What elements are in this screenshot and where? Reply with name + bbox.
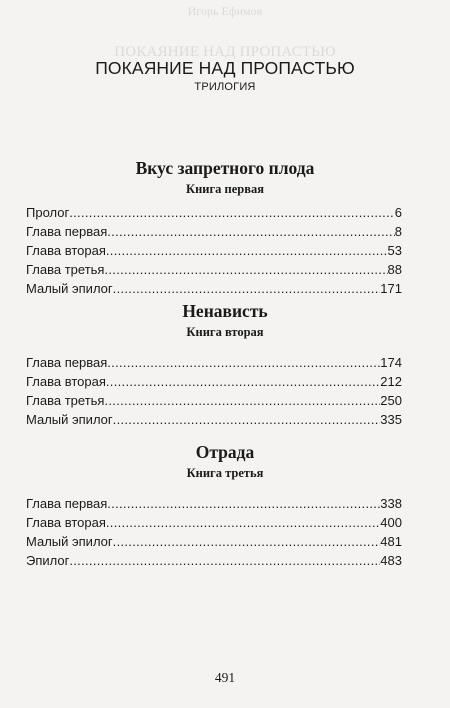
- toc-entry-label: Пролог: [26, 205, 70, 220]
- toc-entry[interactable]: [26, 241, 402, 260]
- toc-entry-page: 53: [387, 243, 402, 258]
- toc-leader-dots: [107, 222, 395, 241]
- toc-entry-label: Глава первая: [26, 355, 108, 370]
- toc-entry-page: 171: [380, 281, 402, 296]
- toc-leader-dots: [113, 532, 381, 551]
- toc-leader-dots: [104, 260, 387, 279]
- toc-entry[interactable]: [26, 260, 402, 279]
- toc-entry-page: 338: [380, 496, 402, 511]
- toc-entry-label: Глава первая: [26, 224, 108, 239]
- toc-entry-page: 212: [380, 374, 402, 389]
- toc-entry-page: 483: [380, 553, 402, 568]
- toc-leader-dots: [106, 241, 388, 260]
- trilogy-subtitle: ТРИЛОГИЯ: [194, 81, 256, 93]
- toc-list-book-3: [26, 494, 402, 570]
- book-subtitle: Книга вторая: [186, 325, 264, 339]
- toc-leader-dots: [69, 551, 380, 570]
- toc-leader-dots: [113, 410, 381, 429]
- toc-leader-dots: [107, 494, 380, 513]
- book-title: Ненависть: [182, 301, 268, 321]
- toc-entry[interactable]: [26, 222, 402, 241]
- toc-entry[interactable]: [26, 203, 402, 222]
- bleed-through-running-head: Игорь Ефимов: [187, 4, 263, 18]
- toc-entry-label: Эпилог: [26, 553, 70, 568]
- toc-leader-dots: [106, 372, 380, 391]
- book-heading-3: [0, 442, 450, 481]
- toc-leader-dots: [104, 391, 380, 410]
- toc-entry-page: 250: [380, 393, 402, 408]
- toc-entry-page: 481: [380, 534, 402, 549]
- toc-entry-page: 400: [380, 515, 402, 530]
- toc-entry[interactable]: [26, 410, 402, 429]
- toc-entry-label: Глава вторая: [26, 243, 106, 258]
- toc-entry[interactable]: [26, 513, 402, 532]
- book-subtitle: Книга первая: [186, 182, 264, 196]
- toc-list-book-1: [26, 203, 402, 298]
- book-heading-2: [0, 301, 450, 340]
- toc-leader-dots: [113, 279, 381, 298]
- toc-entry-label: Малый эпилог: [26, 412, 113, 427]
- toc-entry-label: Глава первая: [26, 496, 108, 511]
- toc-entry-label: Глава вторая: [26, 515, 106, 530]
- toc-entry-page: 335: [380, 412, 402, 427]
- toc-entry-label: Глава третья: [26, 262, 105, 277]
- book-heading-1: [0, 158, 450, 197]
- toc-leader-dots: [106, 513, 380, 532]
- trilogy-title: ПОКАЯНИЕ НАД ПРОПАСТЬЮ: [95, 58, 355, 78]
- book-title: Вкус запретного плода: [135, 158, 315, 178]
- book-title: Отрада: [195, 442, 255, 462]
- toc-entry[interactable]: [26, 279, 402, 298]
- toc-entry-page: 6: [394, 205, 402, 220]
- toc-entry-label: Глава третья: [26, 393, 105, 408]
- toc-entry[interactable]: [26, 353, 402, 372]
- toc-entry[interactable]: [26, 372, 402, 391]
- toc-leader-dots: [69, 203, 395, 222]
- toc-entry[interactable]: [26, 532, 402, 551]
- bleed-through-title: ПОКАЯНИЕ НАД ПРОПАСТЬЮ: [114, 44, 336, 60]
- toc-entry[interactable]: [26, 494, 402, 513]
- book-subtitle: Книга третья: [186, 466, 264, 480]
- page-number: 491: [214, 670, 236, 685]
- toc-entry[interactable]: [26, 551, 402, 570]
- toc-entry-page: 174: [380, 355, 402, 370]
- toc-list-book-2: [26, 353, 402, 429]
- toc-entry-label: Глава вторая: [26, 374, 106, 389]
- toc-entry[interactable]: [26, 391, 402, 410]
- toc-entry-label: Малый эпилог: [26, 534, 113, 549]
- toc-entry-label: Малый эпилог: [26, 281, 113, 296]
- toc-leader-dots: [107, 353, 380, 372]
- toc-entry-page: 88: [387, 262, 402, 277]
- toc-entry-page: 8: [394, 224, 402, 239]
